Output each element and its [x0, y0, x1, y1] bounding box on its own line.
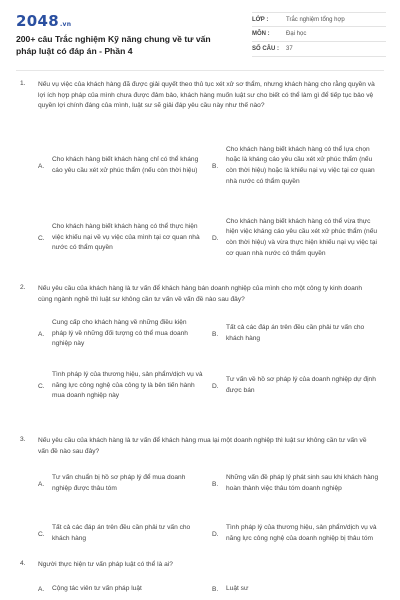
question-text: Nếu yêu cầu của khách hàng là tư vấn để khách hàng bán doanh nghiệp của mình cho một công ty kinh doanh cùng ngành nghề thì luật sư không cần tư vấn về vấn đề nào sau đây?: [38, 285, 363, 303]
option-text: Tư vấn về hồ sơ pháp lý của doanh nghiệp dự định được bán: [226, 376, 376, 394]
option-text: Tình pháp lý của thương hiệu, sản phẩm/dịch vụ và năng lực công nghệ của doanh nghiệp bị thâu tóm: [226, 524, 377, 542]
option-a[interactable]: [38, 140, 203, 192]
meta-label: LỚP :: [252, 16, 269, 23]
option-letter: D.: [212, 530, 219, 538]
option-letter: A.: [38, 480, 45, 488]
option-b[interactable]: [212, 140, 382, 192]
meta-value: Trắc nghiệm tổng hợp: [286, 16, 345, 23]
option-letter: D.: [212, 234, 219, 242]
site-logo[interactable]: [16, 12, 71, 30]
option-letter: A.: [38, 330, 45, 338]
option-letter: C.: [38, 234, 45, 242]
option-letter: B.: [212, 162, 219, 170]
option-a[interactable]: [38, 582, 203, 596]
question-text: Người thực hiện tư vấn pháp luật có thể là ai?: [38, 561, 173, 568]
option-letter: C.: [38, 382, 45, 390]
meta-label: MÔN :: [252, 31, 270, 37]
option-letter: B.: [212, 585, 219, 593]
option-text: Luật sư: [226, 584, 249, 592]
option-text: Cho khách hàng biết khách hàng có thể vừa thực hiện việc kháng cáo yêu cầu xét xử phúc thẩm (nếu còn thời hiệu) và vừa thực hiện khiếu nại vụ việc tại cơ quan nhà nước có thẩm quyền: [226, 217, 378, 257]
option-letter: D.: [212, 382, 219, 390]
meta-row-class: [252, 12, 386, 27]
meta-value: 37: [286, 46, 293, 52]
option-b[interactable]: [212, 316, 382, 352]
page-header: [0, 0, 400, 66]
option-a[interactable]: [38, 466, 203, 502]
logo-domain-text: .vn: [59, 21, 72, 28]
option-letter: A.: [38, 585, 45, 593]
option-letter: C.: [38, 530, 45, 538]
option-letter: B.: [212, 480, 219, 488]
question-number: 4.: [20, 560, 26, 567]
option-d[interactable]: [212, 206, 382, 270]
option-d[interactable]: [212, 512, 382, 556]
option-text: Cộng tác viên tư vấn pháp luật: [52, 584, 142, 592]
document-title: 200+ câu Trắc nghiệm Kỹ năng chung về tư vấn pháp luật có đáp án - Phần 4: [16, 34, 211, 56]
option-text: Cho khách hàng biết khách hàng có thể lựa chọn hoặc là kháng cáo yêu cầu xét xử phúc thẩm (nếu còn thời hiệu) hoặc là khiếu nại vụ việc tại cơ quan nhà nước có thẩm quyền: [226, 145, 375, 185]
header-divider: [16, 70, 384, 71]
option-text: Những vấn đề pháp lý phát sinh sau khi khách hàng hoàn thành việc thâu tóm doanh nghiệp: [226, 474, 379, 492]
meta-table: [252, 12, 386, 57]
question-text: Nếu yêu cầu của khách hàng là tư vấn để khách hàng mua lại một doanh nghiệp thì luật sư không cần tư vấn về vấn đề nào sau đây?: [38, 437, 367, 455]
option-text: Tất cả các đáp án trên đều cần phải tư vấn cho khách hàng: [52, 524, 191, 542]
question-number: 2.: [20, 284, 26, 291]
option-text: Tư vấn chuẩn bị hồ sơ pháp lý để mua doanh nghiệp được thâu tóm: [52, 474, 186, 492]
option-text: Tất cả các đáp án trên đều cần phải tư vấn cho khách hàng: [226, 324, 365, 342]
question-text: Nếu vụ việc của khách hàng đã được giải quyết theo thủ tục xét xử sơ thẩm, nhưng khách hàng cho rằng quyền và lợi ích hợp pháp của mình chưa được đảm bảo, khách hàng muốn luật sư cho biết có thể làm gì để tiếp tục bảo vệ quyền lợi chính đáng của mình, luật sư sẽ giải đáp yêu cầu này như thế nào?: [38, 81, 375, 110]
option-text: Cung cấp cho khách hàng về những điều kiện pháp lý về những đối tượng có thể mua doanh nghiệp này: [52, 319, 188, 348]
option-d[interactable]: [212, 368, 382, 404]
question-number: 1.: [20, 80, 26, 87]
meta-row-subject: [252, 27, 386, 42]
option-b[interactable]: [212, 462, 382, 506]
option-letter: B.: [212, 330, 219, 338]
meta-value: Đại học: [286, 31, 307, 37]
option-c[interactable]: [38, 210, 203, 266]
meta-label: SỐ CÂU :: [252, 46, 279, 52]
option-text: Cho khách hàng biết khách hàng chỉ có thể kháng cáo yêu cầu xét xử phúc thẩm (nếu còn thời hiệu): [52, 156, 199, 174]
option-text: Cho khách hàng biết khách hàng có thể thực hiện việc khiếu nại về vụ việc của mình tại cơ quan nhà nước có thẩm quyền: [52, 223, 200, 252]
meta-row-count: [252, 42, 386, 57]
option-c[interactable]: [38, 516, 203, 552]
option-b[interactable]: [212, 582, 382, 596]
option-text: Tình pháp lý của thương hiệu, sản phẩm/dịch vụ và năng lực công nghệ của công ty là bên tiến hành mua doanh nghiệp này: [52, 371, 203, 400]
question-number: 3.: [20, 436, 26, 443]
logo-main-text: 2048: [16, 12, 59, 30]
option-letter: A.: [38, 162, 45, 170]
option-a[interactable]: [38, 316, 203, 352]
option-c[interactable]: [38, 362, 203, 410]
